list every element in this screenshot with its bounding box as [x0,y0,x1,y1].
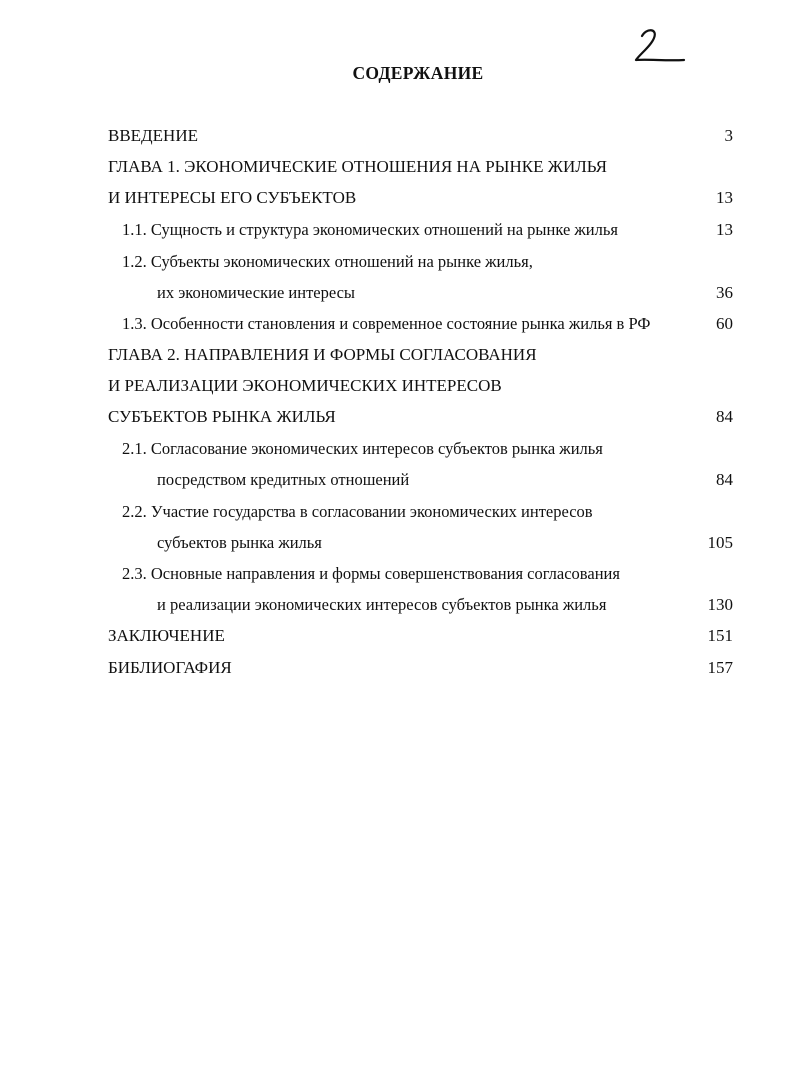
toc-chapter1-line1: ГЛАВА 1. ЭКОНОМИЧЕСКИЕ ОТНОШЕНИЯ НА РЫНКЕ ЖИЛЬЯ [108,157,607,176]
toc-chapter2-line2: И РЕАЛИЗАЦИИ ЭКОНОМИЧЕСКИХ ИНТЕРЕСОВ [108,376,502,395]
toc-bibliography-label: БИБЛИОГАФИЯ [108,658,232,677]
toc-section-2-3-page: 130 [707,595,733,614]
toc-intro-label: ВВЕДЕНИЕ [108,126,198,145]
handwritten-digit-two [628,24,688,68]
toc-section-2-2-cont: субъектов рынка жилья [157,533,322,552]
toc-chapter1-line2: И ИНТЕРЕСЫ ЕГО СУБЪЕКТОВ [108,188,357,207]
toc-section-2-1-page: 84 [716,470,733,489]
toc-chapter2-line1: ГЛАВА 2. НАПРАВЛЕНИЯ И ФОРМЫ СОГЛАСОВАНИЯ [108,345,537,364]
toc-intro-page: 3 [724,126,733,145]
toc-section-2-3-cont: и реализации экономических интересов субъектов рынка жилья [157,595,607,614]
toc-section-1-2-cont: их экономические интересы [157,283,355,302]
toc-section-2-2-page: 105 [707,533,733,552]
toc-section-2-1: 2.1. Согласование экономических интересов субъектов рынка жилья [122,439,603,458]
page-title: СОДЕРЖАНИЕ [352,63,484,83]
toc-conclusion-page: 151 [707,626,733,645]
toc-section-2-3: 2.3. Основные направления и формы совершенствования согласования [122,564,620,583]
toc-section-1-1: 1.1. Сущность и структура экономических отношений на рынке жилья [122,220,618,239]
toc-section-1-2-page: 36 [716,283,733,302]
toc-chapter2-line3: СУБЪЕКТОВ РЫНКА ЖИЛЬЯ [108,407,336,426]
toc-section-1-3: 1.3. Особенности становления и современное состояние рынка жилья в РФ [122,314,651,333]
toc-section-2-2: 2.2. Участие государства в согласовании экономических интересов [122,502,593,521]
toc-conclusion-label: ЗАКЛЮЧЕНИЕ [108,626,225,645]
toc-chapter2-page: 84 [716,407,733,426]
toc-section-2-1-cont: посредством кредитных отношений [157,470,410,489]
toc-section-1-3-page: 60 [716,314,733,333]
toc-bibliography-page: 157 [707,658,733,677]
toc-section-1-1-page: 13 [716,220,733,239]
toc-chapter1-page: 13 [716,188,733,207]
handwritten-page-number [628,24,688,68]
toc-section-1-2: 1.2. Субъекты экономических отношений на рынке жилья, [122,252,533,271]
